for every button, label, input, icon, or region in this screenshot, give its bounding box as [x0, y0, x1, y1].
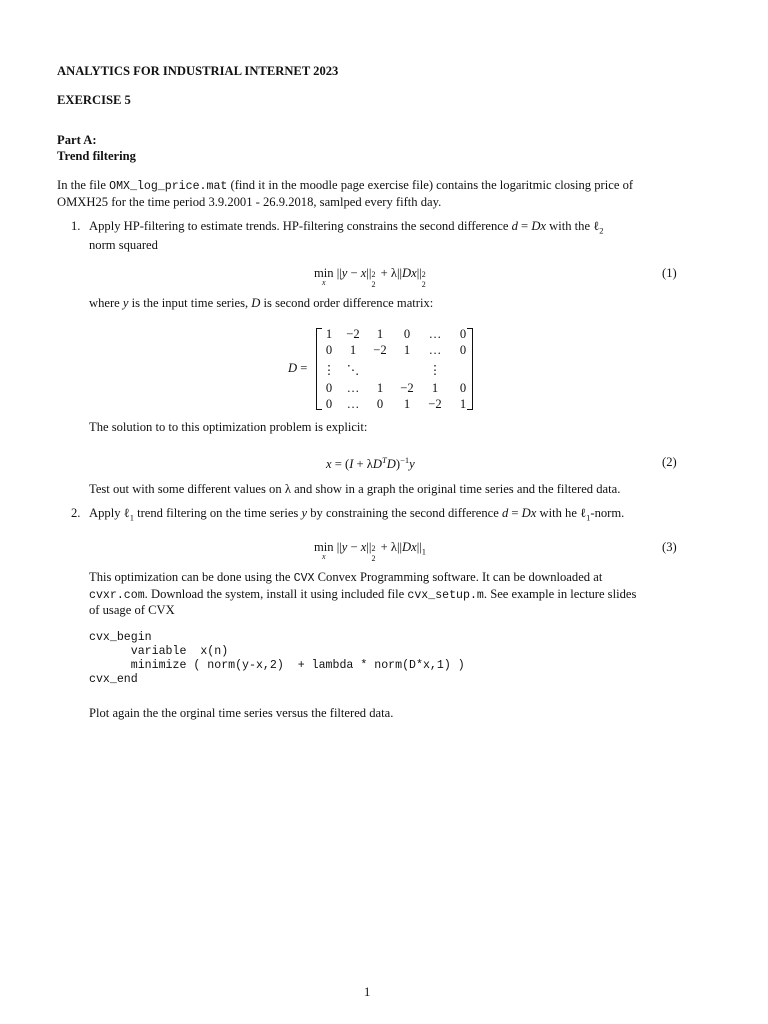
matrix-cell: 1: [376, 381, 384, 395]
file-name: OMX_log_price.mat: [109, 180, 228, 193]
matrix-cell: −2: [346, 327, 360, 341]
matrix-cell: 0: [325, 343, 333, 357]
matrix-cell: 1: [403, 343, 411, 357]
matrix-cell: 0: [325, 381, 333, 395]
matrix-cell: …: [346, 381, 360, 395]
matrix-cell: −2: [373, 343, 387, 357]
matrix-cell: 1: [403, 397, 411, 411]
cvx-setup-file: cvx_setup.m: [407, 588, 484, 602]
matrix-cell: 0: [403, 327, 411, 341]
matrix-cell: ⋱: [346, 363, 360, 377]
intro-paragraph: In the file OMX_log_price.mat (find it in the moodle page exercise file) contains the logaritmic closing price of OMXH25 for the time period 3.9.2001 - 26.9.2018, samlped every fifth day.: [57, 178, 634, 209]
matrix-cell: 0: [459, 381, 467, 395]
plot-text: Plot again the the orginal time series versus the filtered data.: [89, 706, 394, 720]
matrix-cell: …: [428, 343, 442, 357]
item2-number: 2.: [71, 506, 81, 520]
equation-2: $x = (I + \lambda D^TD)^{-1}y$: [326, 455, 415, 472]
matrix-cell: 1: [459, 397, 467, 411]
part-label: Part A:: [57, 133, 97, 147]
matrix-cell: ⋮: [428, 363, 442, 377]
solution-text: The solution to to this optimization problem is explicit:: [89, 420, 368, 434]
matrix-cell: 0: [459, 343, 467, 357]
matrix-cell: 0: [325, 397, 333, 411]
code-line: cvx_end: [89, 673, 138, 686]
cvx-name: CVX: [293, 572, 315, 585]
code-line: variable x(n): [89, 645, 229, 658]
item1-number: 1.: [71, 219, 81, 233]
equation-1: min x ||y − x|| 2 2 + λ||Dx|| 2 2: [314, 266, 426, 289]
matrix-cell: …: [346, 397, 360, 411]
matrix-cell: 0: [376, 397, 384, 411]
part-topic: Trend filtering: [57, 149, 136, 163]
course-title: ANALYTICS FOR INDUSTRIAL INTERNET 2023: [57, 64, 339, 78]
item2-text: Apply ℓ$_1$ trend filtering on the time series y by constraining the second difference d = Dx with he ℓ$_1$-norm.: [89, 506, 625, 523]
equation-1-label: (1): [662, 266, 677, 280]
cvx-url: cvxr.com: [89, 588, 145, 602]
where-text: where y is the input time series, D is second order difference matrix:: [89, 296, 434, 310]
matrix-d-label: D =: [288, 361, 308, 375]
exercise-title: EXERCISE 5: [57, 93, 131, 107]
matrix-cell: 1: [325, 327, 333, 341]
matrix-cell: 1: [376, 327, 384, 341]
equation-3-label: (3): [662, 540, 677, 554]
code-line: cvx_begin: [89, 631, 152, 644]
matrix-cell: …: [428, 327, 442, 341]
equation-2-label: (2): [662, 455, 677, 469]
matrix-cell: 1: [349, 343, 357, 357]
matrix-cell: −2: [400, 381, 414, 395]
code-line: minimize ( norm(y-x,2) + lambda * norm(D*x,1) ): [89, 659, 465, 672]
matrix-cell: 1: [431, 381, 439, 395]
cvx-paragraph: This optimization can be done using the CVX Convex Programming software. It can be downloaded at cvxr.com. Download the system, install it using included file cvx_setup.m. See example in lecture slides of usage of CVX: [89, 570, 637, 617]
item1-text: Apply HP-filtering to estimate trends. HP-filtering constrains the second difference d = Dx with the ℓ$_2$ norm squared: [89, 219, 604, 253]
matrix-cell: ⋮: [322, 363, 336, 377]
equation-3: min x ||y − x|| 2 2 + $\lambda||Dx||_1$: [314, 540, 426, 563]
matrix-cell: 0: [459, 327, 467, 341]
matrix-cell: −2: [428, 397, 442, 411]
page-number: 1: [364, 985, 371, 999]
test-text: Test out with some different values on λ and show in a graph the original time series and the filtered data.: [89, 482, 621, 496]
